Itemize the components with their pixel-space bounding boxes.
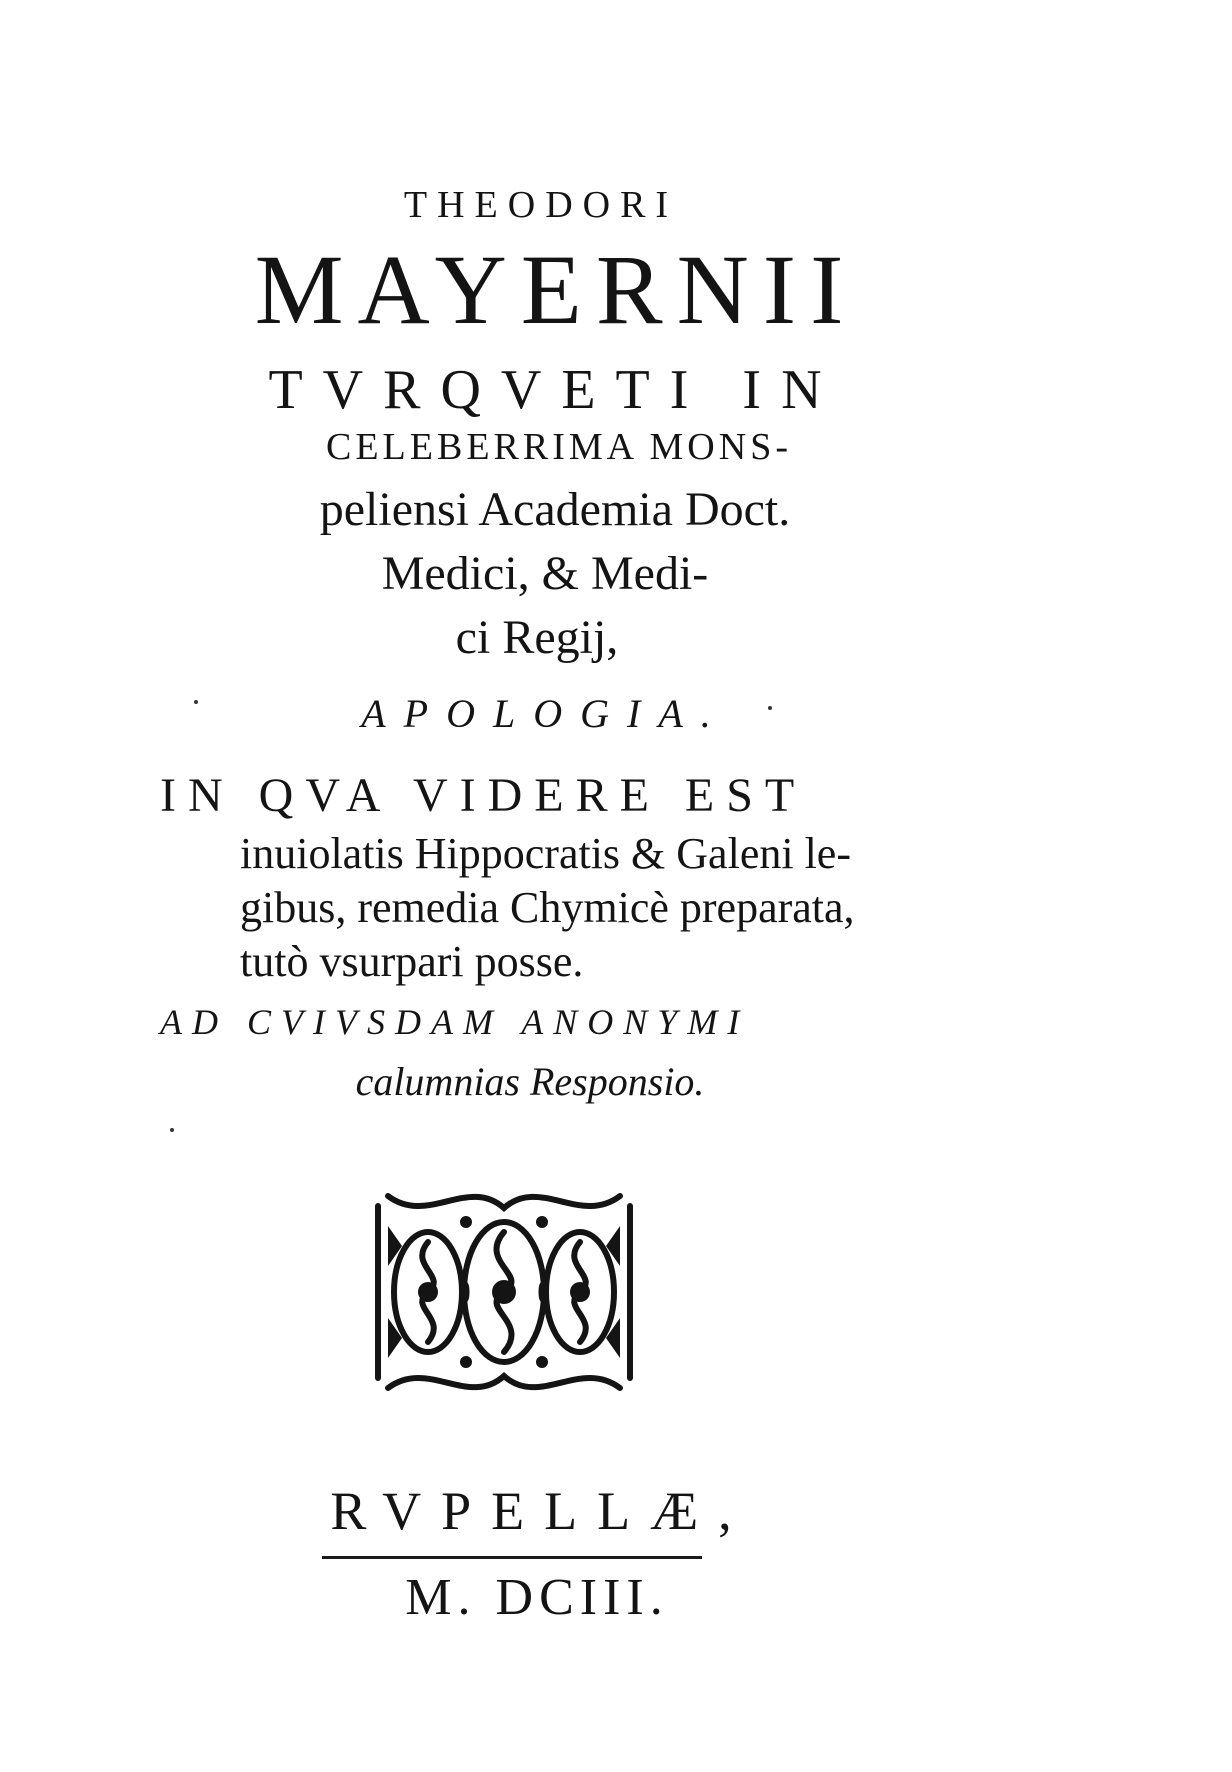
ink-speck <box>194 700 198 704</box>
imprint-date: M. DCIII. <box>405 1569 669 1626</box>
response-line-2: calumnias Responsio. <box>355 1059 705 1104</box>
printers-ornament-icon <box>368 1186 640 1398</box>
credential-line-4: ci Regij, <box>455 611 619 664</box>
subtitle-line-1: inuiolatis Hippocratis & Galeni le- <box>240 829 851 878</box>
ink-speck <box>170 1128 174 1132</box>
subtitle-lead: IN QVA VIDERE EST <box>160 769 807 822</box>
author-origin: TVRQVETI IN <box>268 359 842 421</box>
credential-line-3: Medici, & Medi- <box>381 547 709 600</box>
author-first-name: THEODORI <box>403 184 679 226</box>
subtitle-line-2: gibus, remedia Chymicè preparata, <box>240 883 855 932</box>
credential-line-1: CELEBERRIMA MONS- <box>326 426 792 468</box>
author-last-name: MAYERNII <box>254 234 858 345</box>
credential-line-2: peliensi Academia Doct. <box>319 483 791 536</box>
imprint-place: RVPELLÆ, <box>330 1481 752 1541</box>
work-title: APOLOGIA. <box>361 691 729 736</box>
response-line-1: AD CVIVSDAM ANONYMI <box>160 1002 750 1042</box>
ink-speck <box>768 706 772 710</box>
imprint-rule <box>322 1556 702 1559</box>
subtitle-line-3: tutò vsurpari posse. <box>240 937 584 986</box>
